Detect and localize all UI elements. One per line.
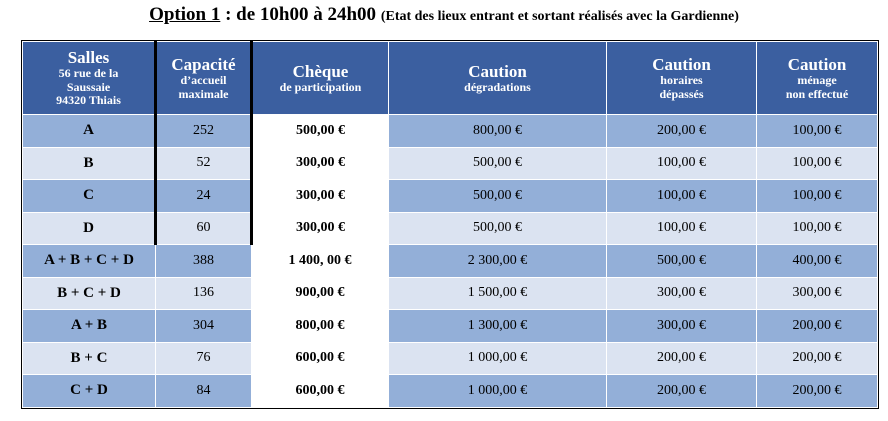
cell-horaires: 200,00 € bbox=[607, 375, 757, 408]
cell-salle: B + C bbox=[23, 342, 156, 375]
cell-capacite: 304 bbox=[156, 310, 252, 343]
cell-horaires: 200,00 € bbox=[607, 115, 757, 148]
cell-capacite: 24 bbox=[156, 180, 252, 213]
cell-salle: A + B + C + D bbox=[23, 245, 156, 278]
cell-capacite: 136 bbox=[156, 277, 252, 310]
cell-degradations: 2 300,00 € bbox=[389, 245, 607, 278]
cell-salle: B bbox=[23, 147, 156, 180]
cell-menage: 100,00 € bbox=[757, 147, 878, 180]
cell-menage: 100,00 € bbox=[757, 115, 878, 148]
cell-horaires: 300,00 € bbox=[607, 310, 757, 343]
cell-degradations: 1 000,00 € bbox=[389, 342, 607, 375]
cell-horaires: 100,00 € bbox=[607, 147, 757, 180]
cell-horaires: 100,00 € bbox=[607, 180, 757, 213]
cell-salle: A + B bbox=[23, 310, 156, 343]
cell-horaires: 100,00 € bbox=[607, 212, 757, 245]
cell-degradations: 500,00 € bbox=[389, 212, 607, 245]
cell-menage: 200,00 € bbox=[757, 342, 878, 375]
option-label: Option 1 bbox=[149, 4, 221, 25]
page-title bbox=[0, 4, 888, 26]
cell-cheque: 300,00 € bbox=[252, 212, 389, 245]
cell-salle: C + D bbox=[23, 375, 156, 408]
table-row bbox=[23, 212, 878, 245]
header-horaires: Caution horaires dépassés bbox=[607, 42, 757, 115]
cell-cheque: 300,00 € bbox=[252, 147, 389, 180]
header-cheque: Chèque de participation bbox=[252, 42, 389, 115]
cell-cheque: 600,00 € bbox=[252, 375, 389, 408]
cell-menage: 100,00 € bbox=[757, 212, 878, 245]
cell-capacite: 52 bbox=[156, 147, 252, 180]
cell-degradations: 500,00 € bbox=[389, 180, 607, 213]
cell-menage: 400,00 € bbox=[757, 245, 878, 278]
cell-salle: C bbox=[23, 180, 156, 213]
cell-capacite: 84 bbox=[156, 375, 252, 408]
cell-salle: D bbox=[23, 212, 156, 245]
table-row bbox=[23, 245, 878, 278]
header-row bbox=[23, 42, 878, 115]
cell-cheque: 600,00 € bbox=[252, 342, 389, 375]
cell-degradations: 1 500,00 € bbox=[389, 277, 607, 310]
table-row bbox=[23, 115, 878, 148]
header-menage: Caution ménage non effectué bbox=[757, 42, 878, 115]
header-salles: Salles 56 rue de la Saussaie 94320 Thiais bbox=[23, 42, 156, 115]
cell-cheque: 500,00 € bbox=[252, 115, 389, 148]
cell-capacite: 60 bbox=[156, 212, 252, 245]
table-row bbox=[23, 147, 878, 180]
table-row bbox=[23, 310, 878, 343]
table-row bbox=[23, 375, 878, 408]
option-hours: : de 10h00 à 24h00 bbox=[220, 4, 381, 25]
header-degradations: Caution dégradations bbox=[389, 42, 607, 115]
rates-table bbox=[22, 41, 878, 408]
cell-cheque: 800,00 € bbox=[252, 310, 389, 343]
cell-degradations: 800,00 € bbox=[389, 115, 607, 148]
cell-degradations: 1 000,00 € bbox=[389, 375, 607, 408]
cell-degradations: 500,00 € bbox=[389, 147, 607, 180]
table-row bbox=[23, 277, 878, 310]
cell-salle: B + C + D bbox=[23, 277, 156, 310]
option-note: (Etat des lieux entrant et sortant réalisés avec la Gardienne) bbox=[380, 9, 739, 24]
cell-menage: 200,00 € bbox=[757, 375, 878, 408]
cell-horaires: 300,00 € bbox=[607, 277, 757, 310]
cell-menage: 100,00 € bbox=[757, 180, 878, 213]
cell-horaires: 500,00 € bbox=[607, 245, 757, 278]
cell-cheque: 1 400, 00 € bbox=[252, 245, 389, 278]
cell-horaires: 200,00 € bbox=[607, 342, 757, 375]
cell-capacite: 76 bbox=[156, 342, 252, 375]
cell-cheque: 300,00 € bbox=[252, 180, 389, 213]
cell-capacite: 252 bbox=[156, 115, 252, 148]
cell-capacite: 388 bbox=[156, 245, 252, 278]
cell-cheque: 900,00 € bbox=[252, 277, 389, 310]
cell-salle: A bbox=[23, 115, 156, 148]
table-row bbox=[23, 342, 878, 375]
table-row bbox=[23, 180, 878, 213]
cell-menage: 200,00 € bbox=[757, 310, 878, 343]
header-capacite: Capacité d’accueil maximale bbox=[156, 42, 252, 115]
cell-degradations: 1 300,00 € bbox=[389, 310, 607, 343]
cell-menage: 300,00 € bbox=[757, 277, 878, 310]
